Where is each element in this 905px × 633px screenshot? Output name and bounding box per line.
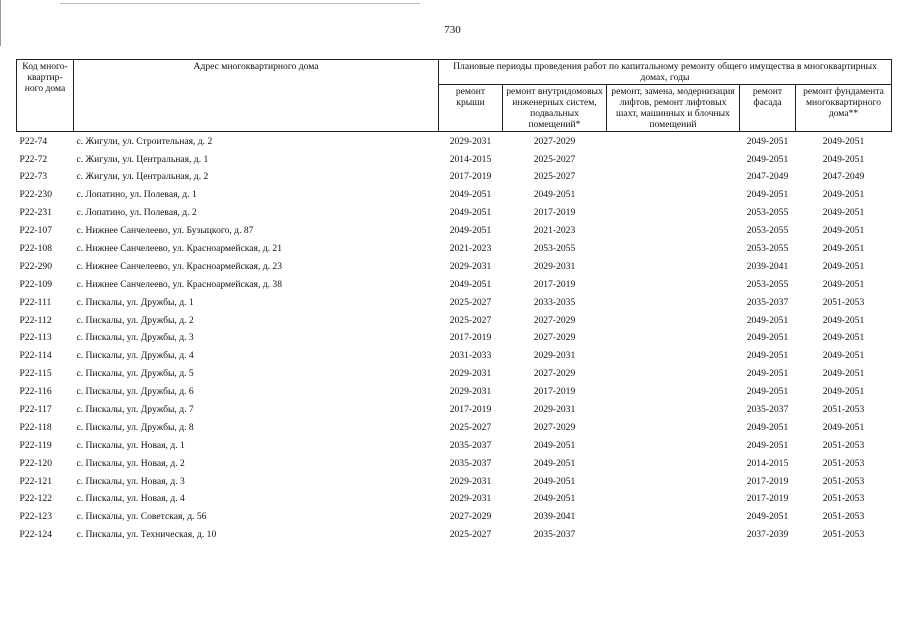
cell-address: с. Пискалы, ул. Дружбы, д. 8 <box>76 421 194 433</box>
cell-address: с. Пискалы, ул. Техническая, д. 10 <box>76 529 217 541</box>
cell-foundation: 2049-2051 <box>822 332 865 344</box>
cell-systems: 2027-2029 <box>533 135 576 147</box>
table-row <box>17 454 892 472</box>
cell-foundation: 2049-2051 <box>822 207 865 219</box>
cell-facade: 2053-2055 <box>746 242 789 254</box>
table-row <box>17 508 892 526</box>
cell-address: с. Жигули, ул. Центральная, д. 1 <box>76 153 209 165</box>
cell-systems: 2035-2037 <box>533 529 576 541</box>
cell-address: с. Пискалы, ул. Новая, д. 3 <box>76 475 185 487</box>
cell-roof: 2029-2031 <box>449 135 492 147</box>
cell-facade: 2047-2049 <box>746 171 789 183</box>
cell-roof: 2025-2027 <box>449 421 492 433</box>
cell-address: с. Лопатино, ул. Полевая, д. 2 <box>76 207 197 219</box>
table-row <box>17 347 892 365</box>
cell-code: Р22-115 <box>19 368 52 380</box>
table-row <box>17 222 892 240</box>
cell-lifts <box>607 490 740 508</box>
cell-lifts <box>607 472 740 490</box>
cell-systems: 2017-2019 <box>533 386 576 398</box>
table-row <box>17 293 892 311</box>
cell-address: с. Пискалы, ул. Дружбы, д. 3 <box>76 332 194 344</box>
cell-roof: 2049-2051 <box>449 189 492 201</box>
cell-foundation: 2049-2051 <box>822 135 865 147</box>
cell-systems: 2039-2041 <box>533 511 576 523</box>
cell-roof: 2049-2051 <box>449 225 492 237</box>
cell-systems: 2049-2051 <box>533 457 576 469</box>
cell-facade: 2037-2039 <box>746 529 789 541</box>
cell-foundation: 2049-2051 <box>822 386 865 398</box>
cell-roof: 2029-2031 <box>449 493 492 505</box>
table-row <box>17 240 892 258</box>
cell-address: с. Пискалы, ул. Дружбы, д. 1 <box>76 296 194 308</box>
cell-foundation: 2051-2053 <box>822 475 865 487</box>
cell-code: Р22-111 <box>19 296 52 308</box>
cell-foundation: 2049-2051 <box>822 350 865 362</box>
cell-facade: 2049-2051 <box>746 368 789 380</box>
cell-systems: 2049-2051 <box>533 439 576 451</box>
cell-code: Р22-74 <box>19 135 48 147</box>
cell-lifts <box>607 168 740 186</box>
table-row <box>17 472 892 490</box>
cell-systems: 2053-2055 <box>533 242 576 254</box>
table-row <box>17 204 892 222</box>
cell-facade: 2017-2019 <box>746 493 789 505</box>
cell-address: с. Пискалы, ул. Дружбы, д. 6 <box>76 386 194 398</box>
cell-address: с. Пискалы, ул. Дружбы, д. 2 <box>76 314 194 326</box>
table-body <box>17 132 892 544</box>
cell-lifts <box>607 383 740 401</box>
cell-foundation: 2049-2051 <box>822 421 865 433</box>
cell-address: с. Пискалы, ул. Новая, д. 4 <box>76 493 185 505</box>
cell-systems: 2027-2029 <box>533 368 576 380</box>
cell-facade: 2049-2051 <box>746 421 789 433</box>
cell-foundation: 2049-2051 <box>822 260 865 272</box>
cell-systems: 2033-2035 <box>533 296 576 308</box>
cell-code: Р22-112 <box>19 314 52 326</box>
cell-roof: 2029-2031 <box>449 368 492 380</box>
table-row <box>17 436 892 454</box>
cell-lifts <box>607 508 740 526</box>
cell-foundation: 2049-2051 <box>822 189 865 201</box>
cell-lifts <box>607 401 740 419</box>
cell-address: с. Пискалы, ул. Дружбы, д. 5 <box>76 368 194 380</box>
cell-systems: 2029-2031 <box>533 350 576 362</box>
cell-lifts <box>607 418 740 436</box>
cell-roof: 2049-2051 <box>449 207 492 219</box>
cell-code: Р22-124 <box>19 529 53 541</box>
cell-code: Р22-123 <box>19 511 53 523</box>
cell-lifts <box>607 454 740 472</box>
cell-facade: 2049-2051 <box>746 511 789 523</box>
cell-systems: 2021-2023 <box>533 225 576 237</box>
cell-foundation: 2049-2051 <box>822 368 865 380</box>
cell-systems: 2025-2027 <box>533 171 576 183</box>
header-systems: ремонт внутридомовых инженерных систем, подвальных помещений* <box>503 85 607 132</box>
cell-roof: 2029-2031 <box>449 475 492 487</box>
cell-foundation: 2051-2053 <box>822 457 865 469</box>
cell-foundation: 2047-2049 <box>822 171 865 183</box>
cell-facade: 2053-2055 <box>746 207 789 219</box>
cell-code: Р22-230 <box>19 189 53 201</box>
header-address: Адрес многоквартирного дома <box>74 60 439 132</box>
cell-facade: 2035-2037 <box>746 296 789 308</box>
cell-address: с. Нижнее Санчелеево, ул. Красноармейская, д. 21 <box>76 242 283 254</box>
table-row <box>17 132 892 150</box>
cell-lifts <box>607 275 740 293</box>
cell-facade: 2049-2051 <box>746 135 789 147</box>
cell-facade: 2049-2051 <box>746 386 789 398</box>
cell-roof: 2025-2027 <box>449 314 492 326</box>
cell-systems: 2049-2051 <box>533 493 576 505</box>
cell-roof: 2031-2033 <box>449 350 492 362</box>
table-row <box>17 490 892 508</box>
cell-code: Р22-119 <box>19 439 52 451</box>
cell-code: Р22-122 <box>19 493 53 505</box>
cell-systems: 2025-2027 <box>533 153 576 165</box>
cell-facade: 2049-2051 <box>746 153 789 165</box>
cell-code: Р22-231 <box>19 207 53 219</box>
cell-roof: 2029-2031 <box>449 386 492 398</box>
cell-systems: 2029-2031 <box>533 260 576 272</box>
cell-code: Р22-118 <box>19 421 52 433</box>
cell-foundation: 2051-2053 <box>822 296 865 308</box>
cell-code: Р22-120 <box>19 457 53 469</box>
cell-roof: 2017-2019 <box>449 171 492 183</box>
header-foundation: ремонт фундамента многоквартирного дома** <box>796 85 892 132</box>
cell-code: Р22-72 <box>19 153 48 165</box>
cell-systems: 2049-2051 <box>533 189 576 201</box>
cell-address: с. Пискалы, ул. Советская, д. 56 <box>76 511 207 523</box>
cell-roof: 2025-2027 <box>449 296 492 308</box>
cell-foundation: 2051-2053 <box>822 403 865 415</box>
cell-lifts <box>607 150 740 168</box>
cell-lifts <box>607 186 740 204</box>
header-periods: Плановые периоды проведения работ по капитальному ремонту общего имущества в многоквартирных домах, годы <box>439 60 892 85</box>
cell-lifts <box>607 293 740 311</box>
cell-lifts <box>607 347 740 365</box>
cell-lifts <box>607 436 740 454</box>
cell-foundation: 2051-2053 <box>822 529 865 541</box>
cell-facade: 2049-2051 <box>746 189 789 201</box>
cell-code: Р22-117 <box>19 403 52 415</box>
cell-systems: 2027-2029 <box>533 421 576 433</box>
table-row <box>17 365 892 383</box>
cell-roof: 2025-2027 <box>449 529 492 541</box>
scan-edge-mark <box>0 0 1 46</box>
cell-foundation: 2051-2053 <box>822 493 865 505</box>
cell-address: с. Жигули, ул. Центральная, д. 2 <box>76 171 209 183</box>
cell-facade: 2053-2055 <box>746 278 789 290</box>
cell-foundation: 2049-2051 <box>822 225 865 237</box>
cell-foundation: 2049-2051 <box>822 153 865 165</box>
cell-facade: 2049-2051 <box>746 439 789 451</box>
cell-foundation: 2049-2051 <box>822 314 865 326</box>
cell-systems: 2049-2051 <box>533 475 576 487</box>
cell-lifts <box>607 222 740 240</box>
cell-address: с. Пискалы, ул. Новая, д. 2 <box>76 457 185 469</box>
table-row <box>17 257 892 275</box>
table-row <box>17 275 892 293</box>
cell-lifts <box>607 240 740 258</box>
header-facade: ремонт фасада <box>740 85 796 132</box>
cell-code: Р22-116 <box>19 386 52 398</box>
cell-address: с. Жигули, ул. Строительная, д. 2 <box>76 135 213 147</box>
cell-code: Р22-114 <box>19 350 52 362</box>
cell-lifts <box>607 311 740 329</box>
cell-systems: 2027-2029 <box>533 314 576 326</box>
cell-roof: 2029-2031 <box>449 260 492 272</box>
cell-lifts <box>607 365 740 383</box>
cell-roof: 2017-2019 <box>449 332 492 344</box>
repair-schedule-table <box>16 59 892 544</box>
cell-foundation: 2049-2051 <box>822 278 865 290</box>
cell-address: с. Пискалы, ул. Дружбы, д. 4 <box>76 350 194 362</box>
table-row <box>17 186 892 204</box>
cell-foundation: 2051-2053 <box>822 439 865 451</box>
cell-systems: 2029-2031 <box>533 403 576 415</box>
table-row <box>17 150 892 168</box>
cell-address: с. Пискалы, ул. Новая, д. 1 <box>76 439 185 451</box>
cell-facade: 2053-2055 <box>746 225 789 237</box>
table-row <box>17 418 892 436</box>
cell-roof: 2017-2019 <box>449 403 492 415</box>
cell-code: Р22-73 <box>19 171 48 183</box>
cell-address: с. Пискалы, ул. Дружбы, д. 7 <box>76 403 194 415</box>
cell-roof: 2021-2023 <box>449 242 492 254</box>
cell-roof: 2014-2015 <box>449 153 492 165</box>
cell-lifts <box>607 257 740 275</box>
cell-roof: 2035-2037 <box>449 439 492 451</box>
table-row <box>17 401 892 419</box>
cell-lifts <box>607 526 740 544</box>
cell-systems: 2027-2029 <box>533 332 576 344</box>
table-row <box>17 311 892 329</box>
cell-foundation: 2049-2051 <box>822 242 865 254</box>
table-row <box>17 526 892 544</box>
cell-foundation: 2051-2053 <box>822 511 865 523</box>
scan-top-line <box>60 3 420 4</box>
cell-lifts <box>607 132 740 150</box>
cell-code: Р22-107 <box>19 225 53 237</box>
cell-address: с. Нижнее Санчелеево, ул. Красноармейская, д. 38 <box>76 278 283 290</box>
cell-code: Р22-108 <box>19 242 53 254</box>
table-row <box>17 383 892 401</box>
cell-code: Р22-121 <box>19 475 53 487</box>
header-roof: ремонт крыши <box>439 85 503 132</box>
cell-address: с. Нижнее Санчелеево, ул. Красноармейская, д. 23 <box>76 260 283 272</box>
cell-facade: 2049-2051 <box>746 332 789 344</box>
cell-facade: 2049-2051 <box>746 350 789 362</box>
cell-roof: 2027-2029 <box>449 511 492 523</box>
cell-code: Р22-113 <box>19 332 52 344</box>
cell-facade: 2035-2037 <box>746 403 789 415</box>
header-lifts: ремонт, замена, модернизация лифтов, ремонт лифтовых шахт, машинных и блочных помещений <box>607 85 740 132</box>
table-row <box>17 168 892 186</box>
cell-facade: 2017-2019 <box>746 475 789 487</box>
cell-systems: 2017-2019 <box>533 207 576 219</box>
cell-facade: 2039-2041 <box>746 260 789 272</box>
header-code: Код много-квартир-ного дома <box>17 60 74 132</box>
cell-lifts <box>607 329 740 347</box>
page-number: 730 <box>444 24 461 36</box>
cell-roof: 2035-2037 <box>449 457 492 469</box>
cell-code: Р22-109 <box>19 278 53 290</box>
cell-roof: 2049-2051 <box>449 278 492 290</box>
cell-facade: 2014-2015 <box>746 457 789 469</box>
cell-address: с. Нижнее Санчелеево, ул. Бузыцкого, д. 87 <box>76 225 254 237</box>
table-row <box>17 329 892 347</box>
cell-lifts <box>607 204 740 222</box>
cell-facade: 2049-2051 <box>746 314 789 326</box>
cell-address: с. Лопатино, ул. Полевая, д. 1 <box>76 189 197 201</box>
cell-code: Р22-290 <box>19 260 53 272</box>
cell-systems: 2017-2019 <box>533 278 576 290</box>
